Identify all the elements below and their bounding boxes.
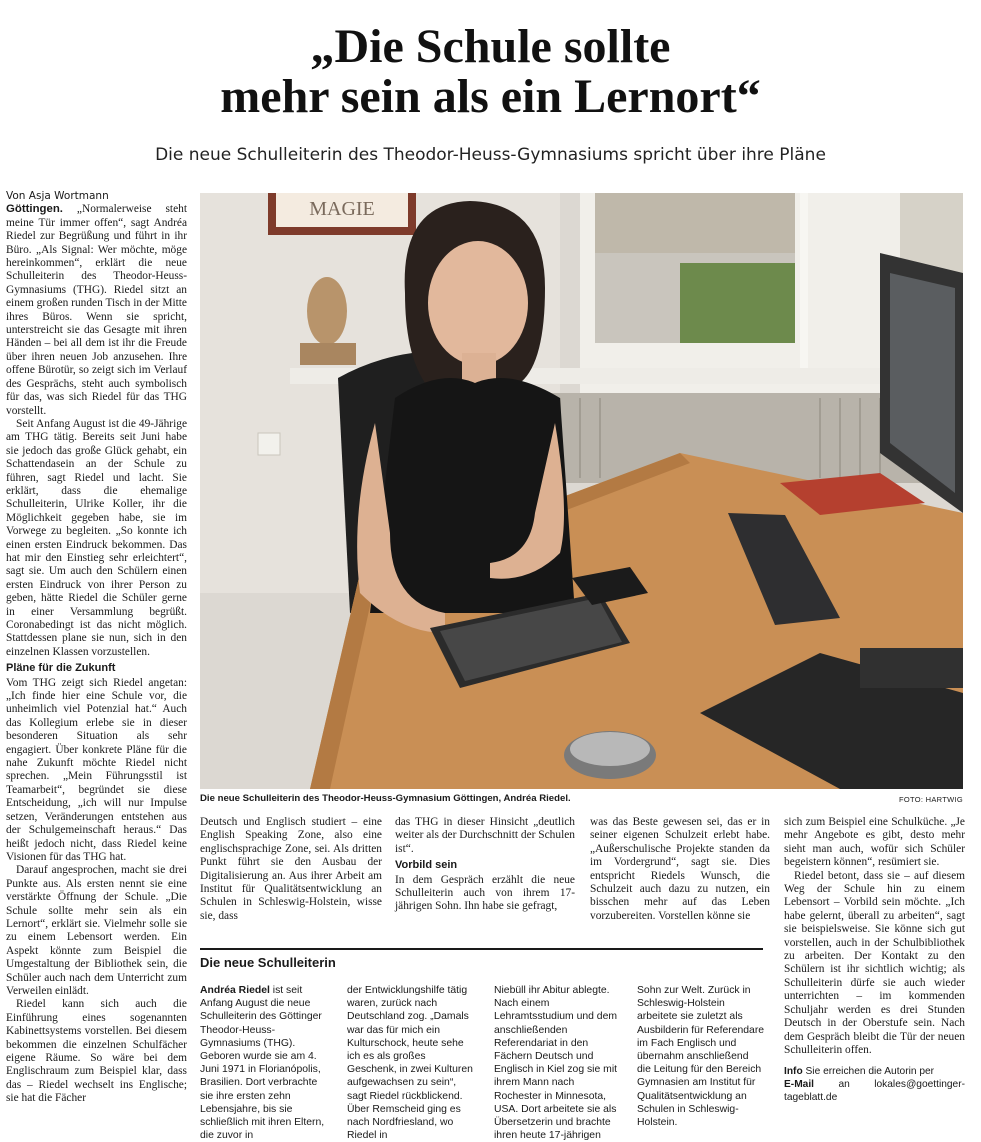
article-column-5 xyxy=(784,816,965,1104)
email-label: E-Mail xyxy=(784,1079,815,1091)
headline xyxy=(0,22,981,122)
dateline: Göttingen. xyxy=(6,203,63,216)
article-column-4 xyxy=(590,816,770,923)
paragraph: Riedel betont, dass sie – auf diesem Weg der Schule hin zu einem Lebensort – Vorbild sein möchte. „Ich habe gelernt, überall zu arbeiten“, sagt sie beispielsweise. Sie könne sich gut vorstellen, auch in der Schulbibliothek zu arbeiten. Der Kontakt zu den Schülern ist ihr sichtlich wichtig; als Schulleiterin dürfe sie auch wieder unterrichten – im kommenden Schuljahr werden es drei Stunden Deutsch in der Oberstufe sein. Nach dem Gespräch bleibt die Tür der neuen Schulleiterin offen. xyxy=(784,869,965,1056)
info-label: Info xyxy=(784,1066,803,1078)
box-name: Andréa Riedel xyxy=(200,985,270,996)
paragraph: das THG in dieser Hinsicht „deutlich weiter als der Durchschnitt der Schulen ist“. xyxy=(395,816,575,855)
paragraph: Darauf angesprochen, macht sie drei Punkte aus. Als ersten nennt sie eine verstärkte Öffnung der Schule. „Die Schule sollte mehr sein als ein Lernort“, erklärt sie. Vielmehr solle sie zu einem Lebensort werden. Ein Aspekt könnte zum Beispiel die Umgestaltung der Bibliothek sein, die Schüler auch nach dem Unterricht zum Verweilen einlädt. xyxy=(6,864,187,997)
email-address: an lokales@goettinger-tageblatt.de xyxy=(784,1079,965,1104)
paragraph: sich zum Beispiel eine Schulküche. „Je mehr Angebote es gibt, desto mehr sieht man auch, wofür sich Schüler begeistern können“, resümiert sie. xyxy=(784,816,965,869)
paragraph: Göttingen. „Normalerweise steht meine Tür immer offen“, sagt Andréa Riedel zur Begrüßung und führt in ihr Büro. „Als Signal: Wer möchte, möge hereinkommen“, erklärt die neue Schulleiterin des Theodor-Heuss-Gymnasiums (THG). Riedel sitzt an einem großen runden Tisch in der Mitte ihres Büros. Wenn sie spricht, unterstreicht sie das Gesagte mit ihren Händen – bei all dem ist ihr die Freude über ihren neuen Job anzusehen. Ihre offene Bürotür, so zeigt sich im Verlauf des Gesprächs, steht auch symbolisch für das, was sich Riedel für das THG vorstellt. xyxy=(6,203,187,417)
box-column-4: Sohn zur Welt. Zurück in Schleswig-Holstein arbeitete sie zuletzt als Ausbilderin für Referendare im Fach Englisch und übernahm anschließend die Leitung für den Bereich Gymnasien am Institut für Qualitätsentwicklung an Schulen in Schleswig-Holstein. xyxy=(637,985,765,1129)
article-column-1 xyxy=(6,190,187,1106)
photo-credit: FOTO: HARTWIG xyxy=(898,795,963,804)
box-column-2: der Entwicklungshilfe tätig waren, zurück nach Deutschland zog. „Damals war das für mich ein Kulturschock, heute sehe ich es als großes Geschenk, in zwei Kulturen aufgewachsen zu sein“, sagt Riedel rückblickend. Über Remscheid ging es nach Nordfriesland, wo Riedel in xyxy=(347,985,473,1142)
byline: Von Asja Wortmann xyxy=(6,190,109,202)
section-heading: Vorbild sein xyxy=(395,859,458,872)
paragraph: Seit Anfang August ist die 49-Jährige am THG tätig. Bereits seit Juni habe sie jedoch das große Glück gehabt, ein Schattendasein an der Schule zu führen, sagt Riedel und lacht. Sie erklärt, dass die ehemalige Schulleiterin, Ulrike Koller, ihr die Möglichkeit gegeben habe, sie im Vorwege zu begleiten. „So konnte ich einen ersten Eindruck bekommen. Das hat mir den Einstieg sehr erleichtert“, sagt sie. Um auch den Schülern einen ersten Eindruck von ihrer Person zu geben, hätte Riedel die Schüler gerne in einer Versammlung begrüßt. Coronabedingt ist das nicht möglich. Stattdessen plane sie nun, sich in den einzelnen Klassen vorzustellen. xyxy=(6,417,187,658)
box-rule xyxy=(200,948,763,950)
photo-illustration xyxy=(200,193,963,789)
section-heading: Pläne für die Zukunft xyxy=(6,662,116,675)
paragraph: Riedel kann sich auch die Einführung eines sogenannten Kabinettsystems vorstellen. Bei diesem bekommen die einzelnen Schulfächer eigene Räume. So wäre bei dem Englischraum zum Beispiel klar, dass das – Riedel wechselt ins Englische; sie hat die Fächer xyxy=(6,998,187,1105)
box-title: Die neue Schulleiterin xyxy=(200,955,336,970)
paragraph: Deutsch und Englisch studiert – eine English Speaking Zone, also eine englischsprachige Zone, sei. Als dritten Punkt führt sie den Ausbau der Digitalisierung an. Aus ihrer Arbeit am Institut für Qualitätsentwicklung an Schulen in Schleswig-Holstein, wisse sie, dass xyxy=(200,816,382,922)
paragraph: Vom THG zeigt sich Riedel angetan: „Ich finde hier eine Schule vor, die unheimlich viel Potenzial hat.“ Auch das Kollegium erlebe sie in dieser besonderen Situation als sehr engagiert. Über konkrete Pläne für die nahe Zukunft möchte Riedel nicht sprechen. „Mein Führungsstil ist Teamarbeit“, begründet sie diese Entscheidung, „ich will nur Impulse setzen, Veränderungen entstehen aus der Schulgemeinschaft heraus.“ Das heißt jedoch nicht, dass Riedel keine Visionen für das THG hat. xyxy=(6,676,187,863)
headline-line-2: mehr sein als ein Lernort“ xyxy=(220,70,761,123)
photo-caption: Die neue Schulleiterin des Theodor-Heuss-Gymnasium Göttingen, Andréa Riedel. xyxy=(200,793,571,804)
box-column-3: Niebüll ihr Abitur ablegte. Nach einem Lehramtsstudium und dem anschließenden Referendariat in den Fächern Deutsch und Englisch in Kiel zog sie mit ihrem Mann nach Rochester in Minnesota, USA. Dort arbeitete sie als Übersetzerin und brachte ihren heute 17-jährigen xyxy=(494,985,618,1142)
paragraph: was das Beste gewesen sei, das er in seiner eigenen Schulzeit erlebt habe. „Außerschulische Projekte standen da im Vordergrund“, sagt sie. Dies entspricht Riedels Wunsch, die Schulzeit auch dazu zu nutzen, ein bisschen mehr auf das Leben vorzubereiten. Vorstellen könne sie xyxy=(590,816,770,922)
article-photo xyxy=(200,193,963,789)
subheadline: Die neue Schulleiterin des Theodor-Heuss-Gymnasiums spricht über ihre Pläne xyxy=(155,145,826,165)
paragraph: In dem Gespräch erzählt die neue Schulleiterin auch von ihrem 17-jährigen Sohn. Ihn habe sie gefragt, xyxy=(395,873,575,913)
sign-text: MAGIE xyxy=(309,198,375,220)
article-column-2 xyxy=(200,816,382,923)
contact-info: Info Sie erreichen die Autorin per E-Mail an lokales@goettinger-tageblatt.de xyxy=(784,1066,965,1104)
article-column-3 xyxy=(395,816,575,914)
box-column-1: Andréa Riedel ist seit Anfang August die neue Schulleiterin des Göttinger Theodor-Heuss-Gymnasiums (THG). Geboren wurde sie am 4. Juni 1971 in Florianópolis, Brasilien. Dort verbrachte sie ihre ersten zehn Lebensjahre, bis sie schließlich mit ihren Eltern, die zuvor in xyxy=(200,985,325,1142)
headline-line-1: „Die Schule sollte xyxy=(310,20,671,73)
